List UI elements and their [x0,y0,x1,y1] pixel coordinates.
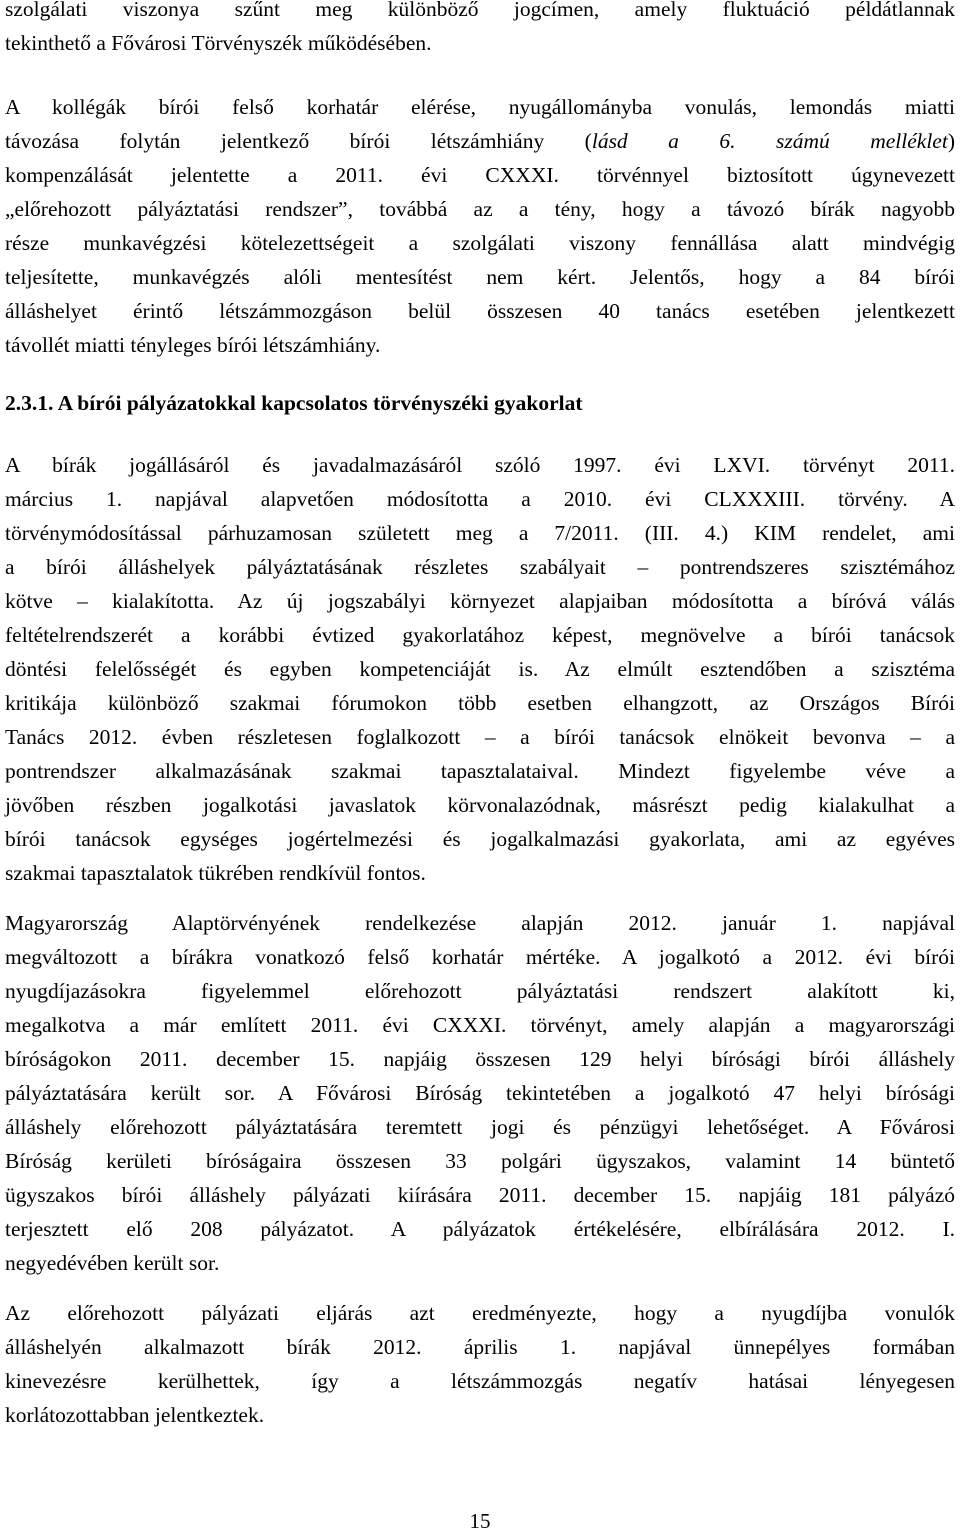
text-line: szakmai tapasztalatok tükrében rendkívül fontos. [5,861,426,885]
text-segment: távozása folytán jelentkező bírói létszámhiány ( [5,129,592,153]
text-line: kinevezésre kerülhettek, így a létszámmozgás negatív hatásai lényegesen [5,1369,955,1393]
section-heading: 2.3.1. A bírói pályázatokkal kapcsolatos törvényszéki gyakorlat [5,391,583,415]
text-line: Az előrehozott pályázati eljárás azt eredményezte, hogy a nyugdíjba vonulók [5,1301,955,1325]
text-line: korlátozottabban jelentkeztek. [5,1403,265,1427]
text-line: negyedévében került sor. [5,1251,220,1275]
text-line: terjesztett elő 208 pályázatot. A pályázatok értékelésére, elbírálására 2012. I. [5,1217,955,1241]
paragraph-4 [5,906,955,1280]
text-line-with-italic-reference [5,124,955,158]
text-line: teljesítette, munkavégzés alóli mentesítést nem kért. Jelentős, hogy a 84 bírói [5,265,955,289]
text-line: álláshely előrehozott pályáztatására teremtett jogi és pénzügyi lehetőséget. A Fővárosi [5,1115,955,1139]
text-line: nyugdíjazásokra figyelemmel előrehozott pályáztatási rendszert alakított ki, [5,979,955,1003]
text-line: része munkavégzési kötelezettségeit a szolgálati viszony fennállása alatt mindvégig [5,231,955,255]
text-line: álláshelyet érintő létszámmozgáson belül összesen 40 tanács esetében jelentkezett [5,299,955,323]
text-line: feltételrendszerét a korábbi évtized gyakorlatához képest, megnövelve a bírói tanácsok [5,623,955,647]
paragraph-1 [5,0,955,60]
text-line: Bíróság kerületi bíróságaira összesen 33 polgári ügyszakos, valamint 14 büntető [5,1149,955,1173]
text-line: pályáztatására került sor. A Fővárosi Bíróság tekintetében a jogalkotó 47 helyi bírósági [5,1081,955,1105]
text-line: jövőben részben jogalkotási javaslatok körvonalazódnak, másrészt pedig kialakulhat a [5,793,955,817]
text-line: pontrendszer alkalmazásának szakmai tapasztalataival. Mindezt figyelembe véve a [5,759,955,783]
text-line: A bírák jogállásáról és javadalmazásáról szóló 1997. évi LXVI. törvényt 2011. [5,453,955,477]
text-line: március 1. napjával alapvetően módosította a 2010. évi CLXXXIII. törvény. A [5,487,955,511]
text-line: döntési felelősségét és egyben kompetenciáját is. Az elmúlt esztendőben a szisztéma [5,657,955,681]
text-segment: ) [947,129,955,153]
text-line: Magyarország Alaptörvényének rendelkezése alapján 2012. január 1. napjával [5,911,955,935]
text-line: A kollégák bírói felső korhatár elérése, nyugállományba vonulás, lemondás miatti [5,95,955,119]
text-line: Tanács 2012. évben részletesen foglalkozott – a bírói tanácsok elnökeit bevonva – a [5,725,955,749]
text-line: tekinthető a Fővárosi Törvényszék működésében. [5,31,432,55]
text-line: „előrehozott pályáztatási rendszer”, továbbá az a tény, hogy a távozó bírák nagyobb [5,197,955,221]
text-line: törvénymódosítással párhuzamosan született meg a 7/2011. (III. 4.) KIM rendelet, ami [5,521,955,545]
italic-reference: lásd a 6. számú melléklet [591,129,948,153]
paragraph-5 [5,1296,955,1432]
text-line: szolgálati viszonya szűnt meg különböző jogcímen, amely fluktuáció példátlannak [5,0,955,21]
text-line: megváltozott a bírákra vonatkozó felső korhatár mértéke. A jogalkotó a 2012. évi bírói [5,945,955,969]
text-line: megalkotva a már említett 2011. évi CXXXI. törvényt, amely alapján a magyarországi [5,1013,955,1037]
text-line: távollét miatti tényleges bírói létszámhiány. [5,333,381,357]
paragraph-3 [5,448,955,890]
text-line: kritikája különböző szakmai fórumokon több esetben elhangzott, az Országos Bírói [5,691,955,715]
text-line: álláshelyén alkalmazott bírák 2012. április 1. napjával ünnepélyes formában [5,1335,955,1359]
text-line: kompenzálását jelentette a 2011. évi CXXXI. törvénnyel biztosított úgynevezett [5,163,955,187]
text-line: bíróságokon 2011. december 15. napjáig összesen 129 helyi bírósági bírói álláshely [5,1047,955,1071]
text-line: ügyszakos bírói álláshely pályázati kiírására 2011. december 15. napjáig 181 pályázó [5,1183,955,1207]
text-line: bírói tanácsok egységes jogértelmezési és jogalkalmazási gyakorlata, ami az egyéves [5,827,955,851]
page-number: 15 [469,1509,491,1533]
text-line: a bírói álláshelyek pályáztatásának részletes szabályait – pontrendszeres szisztémához [5,555,955,579]
text-line: kötve – kialakította. Az új jogszabályi környezet alapjaiban módosította a bíróvá válás [5,589,955,613]
paragraph-2 [5,90,955,362]
